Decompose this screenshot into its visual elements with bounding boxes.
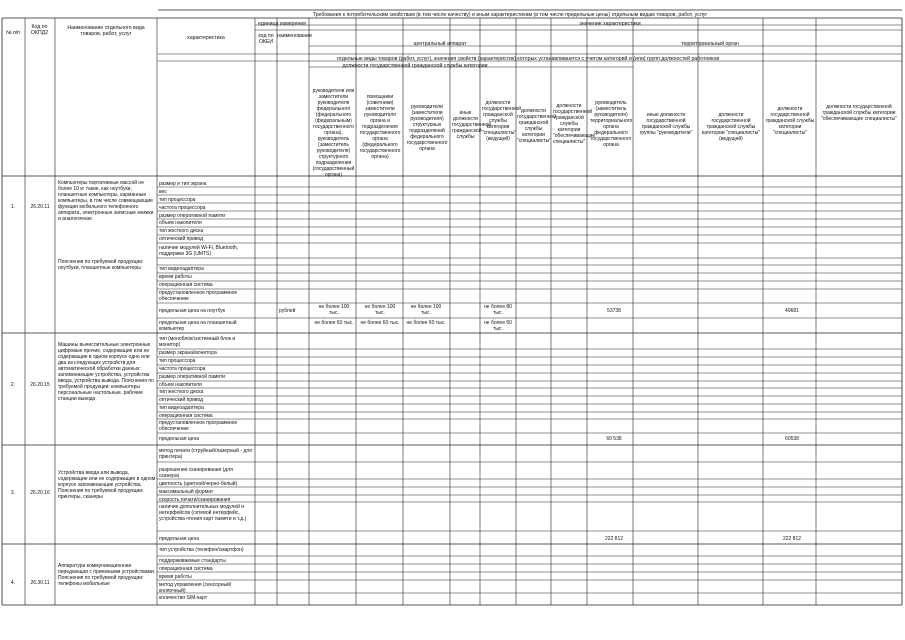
row-2-name: Машины вычислительные электронные цифровые прочие, содержащие или не содержащие в одном корпусе одно или два из следующих устройств для автоматической обработки данных: запоминающие устройства, устройства ввода, устройства вывода. Пояснения по требуемой продукции: компьютеры персональные настольные, рабочие станции вывода bbox=[58, 342, 154, 402]
row-3-char: наличие дополнительных модулей и интерфейсов (сетевой интерфейс, устройства чтения карт памяти и т.д.) bbox=[159, 504, 247, 522]
row-4-char: количество SIM-карт bbox=[159, 595, 208, 601]
row-1-unit: рублей bbox=[279, 308, 296, 314]
header-characteristic: характеристика bbox=[187, 35, 225, 41]
row-1-char: предустановленное программное обеспечение bbox=[159, 290, 238, 302]
position-header: должности государственной гражданской службы категории "специалисты" (ведущей) bbox=[701, 112, 761, 142]
row-1-char: частота процессора bbox=[159, 205, 206, 211]
header-unit-group: единица измерения bbox=[258, 21, 306, 27]
row-1-name-note: Пояснения по требуемой продукции: ноутбуки, планшетные компьютеры bbox=[58, 259, 144, 271]
row-3-char: цветность (цветной/черно-белый) bbox=[159, 481, 238, 487]
header-central: центральный аппарат bbox=[413, 41, 467, 47]
row-1-price-notebook: не более 100 тыс. bbox=[364, 304, 396, 316]
row-1-char: вес bbox=[159, 189, 167, 195]
row-4-char: метод управления (сенсорный/кнопочный) bbox=[159, 582, 232, 594]
header-categories-note: отдельные виды товаров (работ, услуг), значения свойств (характеристик) которых устанавливаются с учетом категорий и (или) групп должностей работников bbox=[336, 56, 720, 62]
row-3-num: 3. bbox=[10, 490, 16, 496]
row-3-char: скорость печати/сканирования bbox=[159, 497, 231, 503]
row-3-char: предельная цена bbox=[159, 536, 199, 542]
position-header: иные должности государственной гражданской службы bbox=[452, 110, 492, 140]
header-positions-title: должности государственной гражданской службы категории bbox=[342, 63, 488, 69]
row-1-char: объем накопителя bbox=[159, 220, 202, 226]
row-2-char: тип процессора bbox=[159, 358, 196, 364]
row-1-price-tablet: не более 60 тыс. bbox=[314, 320, 354, 326]
position-header: должности государственной гражданской службы категории "обеспечивающие специалисты" bbox=[553, 103, 596, 145]
row-2-char: предустановленное программное обеспечение bbox=[159, 420, 238, 432]
row-2-territorial-head: 60 538 bbox=[606, 436, 622, 442]
row-2-char: размер оперативной памяти bbox=[159, 374, 226, 380]
row-1-char: тип видеоадаптера bbox=[159, 266, 204, 272]
position-header: должности государственной гражданской службы категории "специалисты" bbox=[765, 106, 815, 136]
position-header: должности государственной гражданской службы категории "обеспечивающие специалисты" bbox=[821, 104, 897, 122]
position-header: должности государственной гражданской службы категории "специалисты" (ведущей) bbox=[482, 100, 522, 142]
header-requirements: Требования к потребительским свойствам (в том числе качеству) и иным характеристикам (в том числе предельные цены) отдельным видам товаров, работ, услуг bbox=[312, 12, 708, 18]
header-num: № п/п bbox=[5, 30, 21, 36]
row-2-char: тип жесткого диска bbox=[159, 389, 204, 395]
header-name: Наименование отдельного вида товаров, работ, услуг bbox=[67, 25, 145, 37]
row-1-num: 1. bbox=[10, 204, 16, 210]
row-2-char: тип видеоадаптера bbox=[159, 405, 204, 411]
header-unit-name: наименование bbox=[277, 33, 313, 39]
row-2-okpd2: 26.20.15 bbox=[30, 382, 50, 388]
row-3-char: разрешение сканирования (для сканера) bbox=[159, 467, 233, 479]
row-1-char: размер и тип экрана bbox=[159, 181, 207, 187]
row-4-char: время работы bbox=[159, 574, 192, 580]
header-value: значение характеристики bbox=[579, 21, 641, 27]
position-header: руководители или заместители руководителя федерального (федерального (федеральным) государственного органа), руководитель (заместитель руководителя) структурного подразделения (государственный органа) bbox=[312, 88, 355, 178]
row-3-okpd2: 26.20.16 bbox=[30, 490, 50, 496]
row-2-char: оптический привод bbox=[159, 397, 204, 403]
position-header: руководитель (заместитель руководителя) территориального органа федерального государственного органа bbox=[590, 100, 633, 148]
position-header: помощники (советники) заместители руководителя органа и подразделения государственного органа (федерального государственного органа) bbox=[359, 94, 401, 160]
row-1-price-tablet: не более 60 тыс. bbox=[360, 320, 400, 326]
row-3-name: Устройства ввода или вывода, содержащие или не содержащие в одном корпусе запоминающие устройства. Пояснения по требуемой продукции: принтеры, сканеры bbox=[58, 470, 156, 500]
row-1-price-notebook: не более 100 тыс. bbox=[410, 304, 442, 316]
row-4-char: поддерживаемые стандарты bbox=[159, 558, 226, 564]
row-2-char: тип (моноблок/системный блок и монитор) bbox=[159, 336, 236, 348]
position-header: иные должности государственной гражданской службы группы "руководители" bbox=[639, 112, 693, 136]
row-1-territorial-spec: 49681 bbox=[785, 308, 799, 314]
header-okpd2: Код по ОКПД2 bbox=[30, 24, 49, 36]
row-1-price-tablet: не более 60 тыс. bbox=[406, 320, 446, 326]
row-2-char: размер экрана/монитора bbox=[159, 350, 217, 356]
row-1-char: предельная цена на ноутбук bbox=[159, 308, 226, 314]
header-territorial: территориальный орган bbox=[681, 41, 739, 47]
position-header: должности государственной гражданской службы категории "специалисты" bbox=[517, 108, 557, 144]
header-unit-code: код по ОКЕИ bbox=[258, 33, 274, 45]
row-1-price-notebook: не более 80 тыс. bbox=[484, 304, 512, 316]
row-1-char: операционная система bbox=[159, 282, 213, 288]
row-2-char: операционная система bbox=[159, 413, 213, 419]
row-1-char: предельная цена на планшетный компьютер bbox=[159, 320, 237, 332]
row-1-territorial-head: 53738 bbox=[607, 308, 621, 314]
row-4-char: операционная система bbox=[159, 566, 213, 572]
row-3-char: метод печати (струйный/лазерный - для принтера) bbox=[159, 448, 252, 460]
row-2-char: объем накопителя bbox=[159, 382, 202, 388]
row-3-territorial-head: 222 812 bbox=[604, 536, 624, 542]
row-2-char: частота процессора bbox=[159, 366, 206, 372]
row-2-char: предельная цена bbox=[159, 436, 199, 442]
position-header: руководители (заместители руководителя) структурных подразделений федерального государственного органа bbox=[406, 104, 448, 152]
row-4-name: Аппаратура коммуникационная передающая с приемными устройствами. Пояснения по требуемой продукции: телефоны мобильные bbox=[58, 563, 156, 587]
row-3-territorial-spec: 222 812 bbox=[782, 536, 802, 542]
row-1-char: тип жесткого диска bbox=[159, 228, 204, 234]
row-1-char: наличие модулей Wi-Fi, Bluetooth, поддержки 3G (UMTS) bbox=[159, 245, 239, 257]
row-4-num: 4. bbox=[10, 580, 16, 586]
row-4-char: тип устройства (телефон/смартфон) bbox=[159, 547, 244, 553]
row-1-char: время работы bbox=[159, 274, 192, 280]
row-1-price-tablet: не более 50 тыс. bbox=[484, 320, 512, 332]
row-4-okpd2: 26.30.11 bbox=[30, 580, 50, 586]
row-2-territorial-spec: 60538 bbox=[785, 436, 799, 442]
row-3-char: максимальный формат bbox=[159, 489, 214, 495]
row-1-char: тип процессора bbox=[159, 197, 196, 203]
row-2-num: 2. bbox=[10, 382, 16, 388]
row-1-char: размер оперативной памяти bbox=[159, 213, 226, 219]
row-1-char: оптический привод bbox=[159, 236, 204, 242]
row-1-price-notebook: не более 100 тыс. bbox=[318, 304, 350, 316]
row-1-okpd2: 26.20.11 bbox=[30, 204, 50, 210]
row-1-name: Компьютеры портативные массой не более 10 кг такие, как ноутбуки, планшетные компьютеры, карманные компьютеры, в том числе совмещающие функции мобильного телефонного аппарата, электронные записные книжки и аналогичная bbox=[58, 180, 154, 222]
